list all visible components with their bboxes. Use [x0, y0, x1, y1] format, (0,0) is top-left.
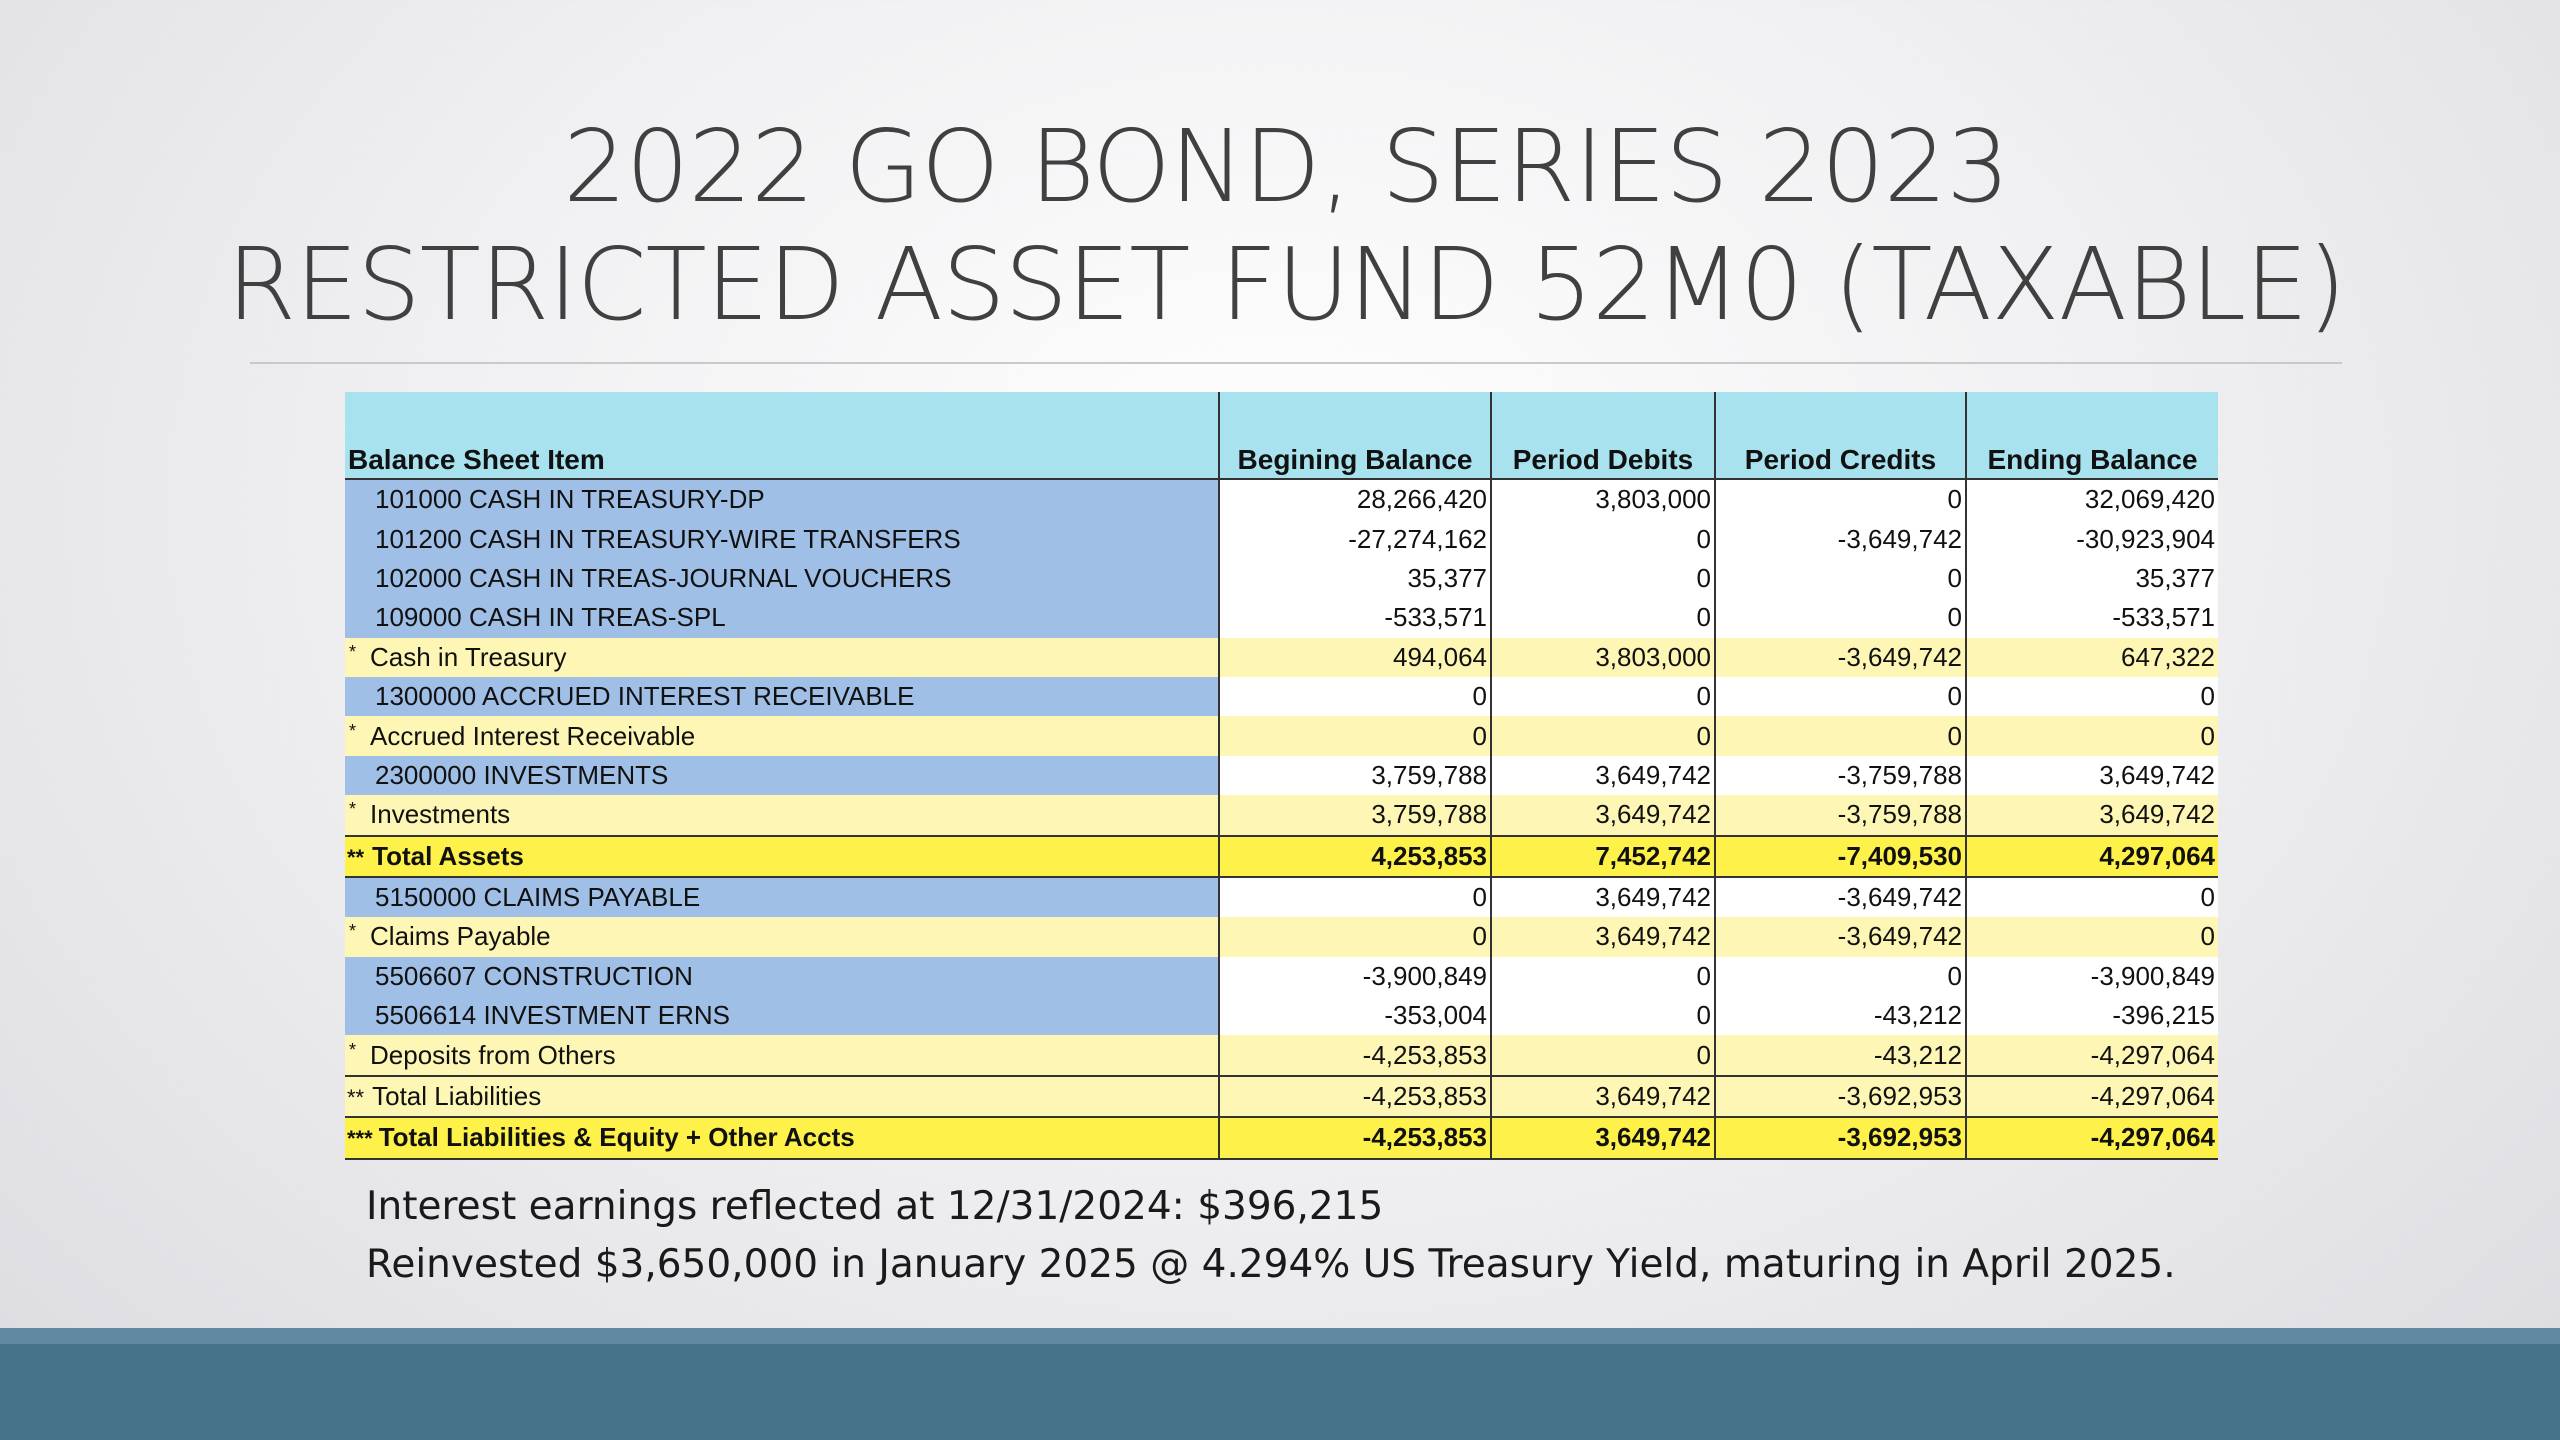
table-row — [345, 877, 2218, 917]
table-row — [345, 559, 2218, 598]
item-label: 2300000 INVESTMENTS — [375, 759, 669, 790]
header-begining-balance: Begining Balance — [1219, 392, 1491, 479]
notes — [366, 1178, 2176, 1294]
row-item — [345, 996, 1219, 1035]
cell-ending-balance: -30,923,904 — [1966, 519, 2218, 558]
cell-period-debits: 0 — [1491, 519, 1715, 558]
subtotal-marker: * — [349, 720, 357, 741]
row-item — [345, 795, 1219, 835]
cell-begining-balance: 4,253,853 — [1219, 836, 1491, 877]
cell-period-credits: -3,692,953 — [1715, 1117, 1966, 1158]
title-line-1: 2022 GO BOND, SERIES 2023 — [563, 108, 2009, 225]
cell-period-debits: 3,649,742 — [1491, 1117, 1715, 1158]
title-line-2: RESTRICTED ASSET FUND 52M0 (TAXABLE) — [226, 226, 2346, 343]
cell-period-debits: 3,649,742 — [1491, 917, 1715, 956]
cell-period-credits: -3,649,742 — [1715, 877, 1966, 917]
item-label: Total Liabilities — [372, 1081, 542, 1112]
table-row — [345, 479, 2218, 519]
cell-ending-balance: -3,900,849 — [1966, 957, 2218, 996]
balance-sheet-table — [345, 392, 2218, 1160]
cell-ending-balance: 0 — [1966, 716, 2218, 755]
footer-band-top — [0, 1328, 2560, 1344]
total-marker: *** — [347, 1126, 373, 1152]
cell-period-debits: 3,649,742 — [1491, 877, 1715, 917]
cell-period-credits: 0 — [1715, 677, 1966, 716]
cell-period-debits: 0 — [1491, 957, 1715, 996]
cell-period-debits: 3,803,000 — [1491, 479, 1715, 519]
cell-ending-balance: -533,571 — [1966, 598, 2218, 637]
cell-period-debits: 3,649,742 — [1491, 1076, 1715, 1117]
item-label: Accrued Interest Receivable — [370, 720, 696, 751]
cell-period-debits: 3,649,742 — [1491, 756, 1715, 795]
cell-period-credits: 0 — [1715, 479, 1966, 519]
table-row — [345, 996, 2218, 1035]
row-item — [345, 1117, 1219, 1158]
subtotal-row — [345, 638, 2218, 677]
cell-ending-balance: 3,649,742 — [1966, 795, 2218, 835]
item-label: 5506607 CONSTRUCTION — [375, 960, 693, 991]
cell-begining-balance: 35,377 — [1219, 559, 1491, 598]
row-item — [345, 479, 1219, 519]
item-label: 109000 CASH IN TREAS-SPL — [375, 602, 726, 633]
cell-period-debits: 0 — [1491, 598, 1715, 637]
subtotal-marker: * — [349, 799, 357, 820]
cell-period-credits: 0 — [1715, 716, 1966, 755]
cell-begining-balance: 3,759,788 — [1219, 795, 1491, 835]
row-item — [345, 638, 1219, 677]
cell-period-credits: 0 — [1715, 598, 1966, 637]
subtotal-row — [345, 1035, 2218, 1075]
table-row — [345, 957, 2218, 996]
subtotal-marker: * — [349, 641, 357, 662]
cell-period-credits: -3,649,742 — [1715, 917, 1966, 956]
cell-period-credits: -3,649,742 — [1715, 519, 1966, 558]
cell-period-debits: 0 — [1491, 716, 1715, 755]
row-item — [345, 677, 1219, 716]
cell-period-credits: -43,212 — [1715, 1035, 1966, 1075]
cell-begining-balance: -3,900,849 — [1219, 957, 1491, 996]
header-balance-sheet-item: Balance Sheet Item — [345, 392, 1219, 479]
cell-ending-balance: 0 — [1966, 677, 2218, 716]
total-marker: ** — [347, 844, 365, 870]
row-item — [345, 559, 1219, 598]
item-label: 5506614 INVESTMENT ERNS — [375, 1000, 730, 1031]
total-row — [345, 1117, 2218, 1158]
slide-title — [0, 108, 2560, 344]
subtotal-marker: * — [349, 1039, 357, 1060]
row-item — [345, 598, 1219, 637]
cell-ending-balance: -396,215 — [1966, 996, 2218, 1035]
row-item — [345, 836, 1219, 877]
cell-ending-balance: 35,377 — [1966, 559, 2218, 598]
cell-period-credits: -3,692,953 — [1715, 1076, 1966, 1117]
total-row — [345, 836, 2218, 877]
cell-begining-balance: 0 — [1219, 877, 1491, 917]
item-label: 1300000 ACCRUED INTEREST RECEIVABLE — [375, 681, 915, 712]
cell-period-debits: 3,803,000 — [1491, 638, 1715, 677]
header-period-credits: Period Credits — [1715, 392, 1966, 479]
row-item — [345, 1076, 1219, 1117]
cell-period-debits: 0 — [1491, 996, 1715, 1035]
cell-period-credits: -3,759,788 — [1715, 756, 1966, 795]
table-row — [345, 519, 2218, 558]
cell-begining-balance: 0 — [1219, 677, 1491, 716]
cell-ending-balance: -4,297,064 — [1966, 1117, 2218, 1158]
row-item — [345, 519, 1219, 558]
cell-period-debits: 0 — [1491, 1035, 1715, 1075]
subtotal-marker: ** — [347, 1085, 365, 1111]
cell-period-debits: 0 — [1491, 677, 1715, 716]
cell-begining-balance: 28,266,420 — [1219, 479, 1491, 519]
cell-ending-balance: 647,322 — [1966, 638, 2218, 677]
cell-period-credits: -3,649,742 — [1715, 638, 1966, 677]
item-label: Claims Payable — [370, 921, 551, 952]
header-period-debits: Period Debits — [1491, 392, 1715, 479]
cell-ending-balance: 0 — [1966, 917, 2218, 956]
cell-ending-balance: -4,297,064 — [1966, 1035, 2218, 1075]
item-label: 102000 CASH IN TREAS-JOURNAL VOUCHERS — [375, 562, 952, 593]
row-item — [345, 756, 1219, 795]
footer-band — [0, 1344, 2560, 1440]
item-label: 101000 CASH IN TREASURY-DP — [375, 484, 765, 515]
subtotal-row — [345, 917, 2218, 956]
row-item — [345, 917, 1219, 956]
cell-period-debits: 3,649,742 — [1491, 795, 1715, 835]
cell-ending-balance: 0 — [1966, 877, 2218, 917]
subtotal-row — [345, 1076, 2218, 1117]
table-row — [345, 598, 2218, 637]
cell-begining-balance: 3,759,788 — [1219, 756, 1491, 795]
cell-period-credits: 0 — [1715, 957, 1966, 996]
row-item — [345, 957, 1219, 996]
cell-ending-balance: 32,069,420 — [1966, 479, 2218, 519]
table-row — [345, 756, 2218, 795]
cell-begining-balance: 0 — [1219, 917, 1491, 956]
row-item — [345, 716, 1219, 755]
row-item — [345, 1035, 1219, 1075]
item-label: Total Assets — [372, 840, 524, 871]
cell-begining-balance: 494,064 — [1219, 638, 1491, 677]
cell-ending-balance: 4,297,064 — [1966, 836, 2218, 877]
cell-period-credits: -3,759,788 — [1715, 795, 1966, 835]
cell-begining-balance: -4,253,853 — [1219, 1117, 1491, 1158]
table-header-row — [345, 392, 2218, 479]
item-label: 5150000 CLAIMS PAYABLE — [375, 882, 701, 913]
subtotal-row — [345, 795, 2218, 835]
subtotal-marker: * — [349, 921, 357, 942]
item-label: 101200 CASH IN TREASURY-WIRE TRANSFERS — [375, 523, 961, 554]
cell-period-debits: 7,452,742 — [1491, 836, 1715, 877]
cell-begining-balance: -353,004 — [1219, 996, 1491, 1035]
row-item — [345, 877, 1219, 917]
cell-period-debits: 0 — [1491, 559, 1715, 598]
cell-period-credits: -43,212 — [1715, 996, 1966, 1035]
header-ending-balance: Ending Balance — [1966, 392, 2218, 479]
cell-ending-balance: 3,649,742 — [1966, 756, 2218, 795]
table-row — [345, 677, 2218, 716]
cell-ending-balance: -4,297,064 — [1966, 1076, 2218, 1117]
cell-begining-balance: -4,253,853 — [1219, 1076, 1491, 1117]
item-label: Cash in Treasury — [370, 641, 567, 672]
title-divider — [250, 362, 2342, 364]
item-label: Investments — [370, 799, 511, 830]
note-reinvestment: Reinvested $3,650,000 in January 2025 @ 4.294% US Treasury Yield, maturing in April 2025. — [366, 1242, 2176, 1287]
cell-period-credits: 0 — [1715, 559, 1966, 598]
item-label: Total Liabilities & Equity + Other Accts — [378, 1122, 855, 1153]
cell-begining-balance: -4,253,853 — [1219, 1035, 1491, 1075]
cell-begining-balance: -533,571 — [1219, 598, 1491, 637]
subtotal-row — [345, 716, 2218, 755]
cell-period-credits: -7,409,530 — [1715, 836, 1966, 877]
cell-begining-balance: 0 — [1219, 716, 1491, 755]
cell-begining-balance: -27,274,162 — [1219, 519, 1491, 558]
note-interest-earnings: Interest earnings reflected at 12/31/2024: $396,215 — [366, 1184, 1384, 1229]
item-label: Deposits from Others — [370, 1039, 616, 1070]
